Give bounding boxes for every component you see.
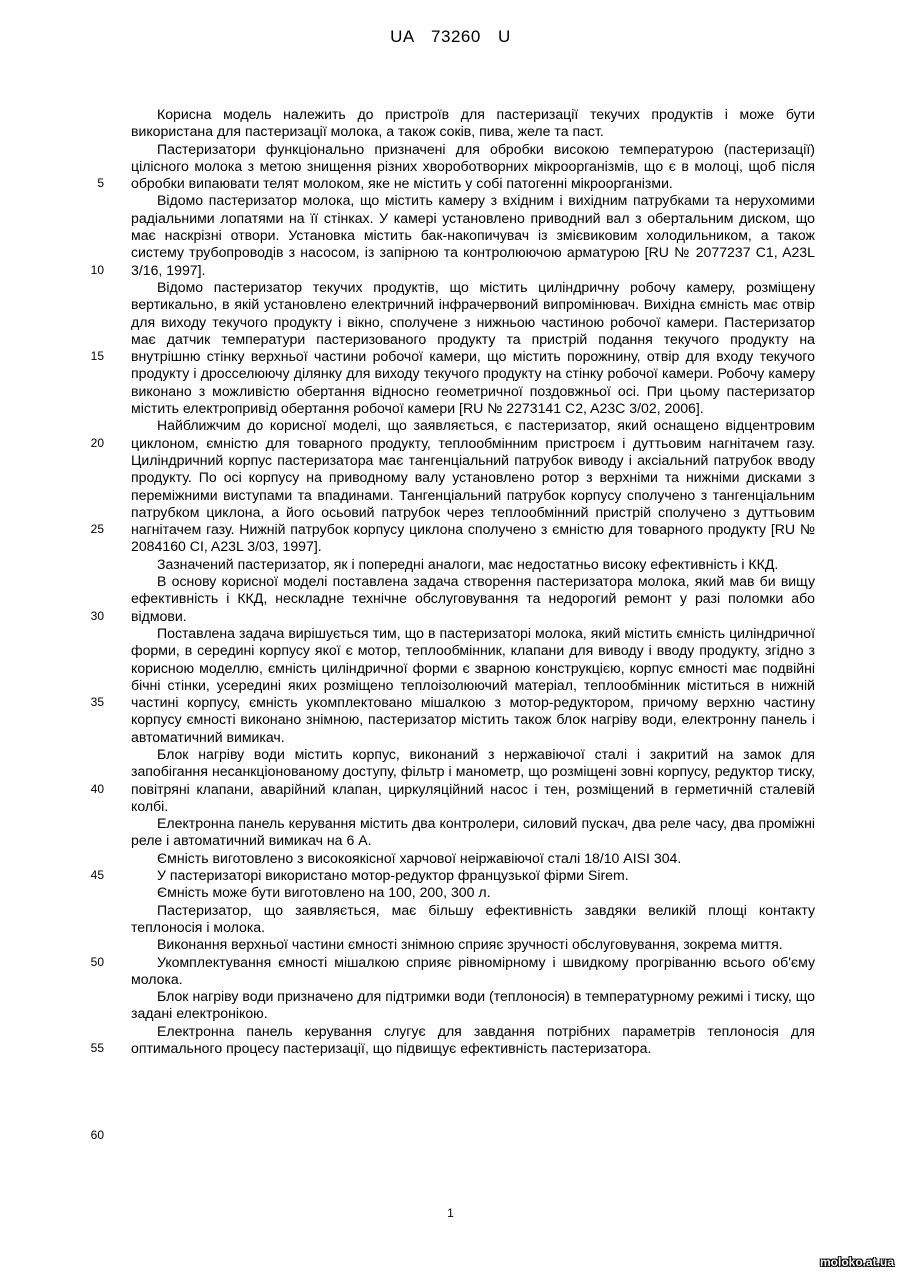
paragraph: В основу корисної моделі поставлена задача створення пастеризатора молока, який мав би вищу ефективність і ККД, нескладне технічне обслуговування та недорогий ремонт у разі поломки або відмови. <box>131 573 815 624</box>
page-number: 1 <box>447 1206 454 1220</box>
paragraph: Зазначений пастеризатор, як і попередні аналоги, має недостатньо високу ефективність і ККД. <box>157 555 779 572</box>
document-id-header: UA 73260 U <box>390 27 511 46</box>
paragraph: У пастеризаторі використано мотор-редуктор французької фірми Sirem. <box>157 867 629 884</box>
document-body <box>131 106 815 1057</box>
paragraph: Поставлена задача вирішується тим, що в пастеризаторі молока, який містить ємність циліндричної форми, в середині корпусу якої є мотор, теплообмінник, клапани для виводу і вводу продукту, згідно з корисною моделлю, ємність циліндричної форми є зварною конструкцією, корпус ємності має подвійні бічні стінки, усередині яких розміщено теплоізолюючий матеріал, теплообмінник міститься в нижній частині корпусу, ємність укомплектовано мішалкою з мотор-редуктором, причому верхню частину корпусу ємності виконано знімною, пастеризатор містить також блок нагріву води, електронну панель і автоматичний вимикач. <box>131 624 815 745</box>
paragraph: Електронна панель керування слугує для завдання потрібних параметрів теплоносія для оптимального процесу пастеризації, що підвищує ефективність пастеризатора. <box>131 1022 815 1057</box>
paragraph: Пастеризатори функціонально призначені для обробки високою температурою (пастеризації) цілісного молока з метою знищення різних хвороботворних мікроорганізмів, що є в молоці, щоб після обробки випаювати телят молоком, яке не містить у собі патогенні мікроорганізми. <box>131 140 815 192</box>
line-number: 60 <box>90 1128 104 1142</box>
line-number: 55 <box>90 1041 104 1055</box>
line-number: 45 <box>90 868 104 882</box>
paragraph: Блок нагріву води містить корпус, виконаний з нержавіючої сталі і закритий на замок для запобігання несанкціонованому доступу, фільтр і манометр, що розміщені зовні корпусу, редуктор тиску, повітряні клапани, аварійний клапан, циркуляційний насос і тен, розміщений в герметичній сталевій колбі. <box>131 745 815 814</box>
watermark-text: moloko.at.ua <box>819 1255 894 1269</box>
line-number: 10 <box>90 263 104 277</box>
paragraph: Ємність виготовлено з високоякісної харчової неіржавіючої сталі 18/10 AISI 304. <box>157 849 682 866</box>
paragraph: Відомо пастеризатор текучих продуктів, що містить циліндричну робочу камеру, розміщену вертикально, в якій установлено електричний інфрачервоний випромінювач. Вихідна ємність має отвір для виходу текучого продукту і вікно, сполучене з нижньою частиною робочої камери. Пастеризатор має датчик температури пастеризованого продукту та пристрій подання текучого продукту на внутрішню стінку верхньої частини робочої камери, що містить порожнину, отвір для входу текучого продукту і дросселюючу ділянку для виходу текучого продукту на стінку робочої камери. Робочу камеру виконано з можливістю обертання відносно геометричної поздовжньої осі. При цьому пастеризатор містить електропривід обертання робочої камери [RU № 2273141 C2, A23C 3/02, 2006]. <box>131 278 815 417</box>
paragraph: Корисна модель належить до пристроїв для пастеризації текучих продуктів і може бути використана для пастеризації молока, а також соків, пива, желе та паст. <box>131 106 815 140</box>
line-number: 30 <box>90 609 104 623</box>
line-number: 35 <box>90 695 104 709</box>
paragraph: Відомо пастеризатор молока, що містить камеру з вхідним і вихідним патрубками та нерухомими радіальними лопатями на її стінках. У камері установлено приводний вал з обертальним диском, що має наскрізні отвори. Установка містить бак-накопичувач із змієвиковим холодильником, а також систему трубопроводів з насосом, із запірною та контролюючою арматурою [RU № 2077237 C1, A23L 3/16, 1997]. <box>131 192 815 278</box>
line-number: 20 <box>90 436 104 450</box>
paragraph: Укомплектування ємності мішалкою сприяє рівномірному і швидкому прогріванню всього об'єму молока. <box>131 953 815 987</box>
paragraph: Електронна панель керування містить два контролери, силовий пускач, два реле часу, два проміжні реле і автоматичний вимикач на 6 А. <box>131 815 815 849</box>
paragraph: Виконання верхньої частини ємності знімною сприяє зручності обслуговування, зокрема миття. <box>157 936 783 953</box>
line-number: 40 <box>90 782 104 796</box>
line-number: 50 <box>90 955 104 969</box>
paragraph: Ємність може бути виготовлено на 100, 200, 300 л. <box>157 884 491 901</box>
paragraph: Блок нагріву води призначено для підтримки води (теплоносія) в температурному режимі і тиску, що задані електронікою. <box>131 988 815 1022</box>
line-number: 5 <box>97 176 104 190</box>
line-number: 15 <box>90 349 104 363</box>
paragraph: Найближчим до корисної моделі, що заявляється, є пастеризатор, який оснащено відцентровим циклоном, ємністю для товарного продукту, теплообмінним пристроєм і дуттьовим нагнітачем газу. Циліндричний корпус пастеризатора має тангенціальний патрубок виводу і аксіальний патрубок вводу продукту. По осі корпусу на приводному валу установлено ротор з верхніми та нижніми дисками з переміжними виступами та впадинами. Тангенціальний патрубок корпусу сполучено з тангенціальним патрубком циклона, а його осьовий патрубок через теплообмінний пристрій сполучено з дуттьовим нагнітачем газу. Нижній патрубок корпусу циклона сполучено з ємністю для товарного продукту [RU № 2084160 CI, A23L 3/03, 1997]. <box>131 417 815 555</box>
paragraph: Пастеризатор, що заявляється, має більшу ефективність завдяки великій площі контакту теплоносія і молока. <box>131 901 815 935</box>
line-number: 25 <box>90 522 104 536</box>
